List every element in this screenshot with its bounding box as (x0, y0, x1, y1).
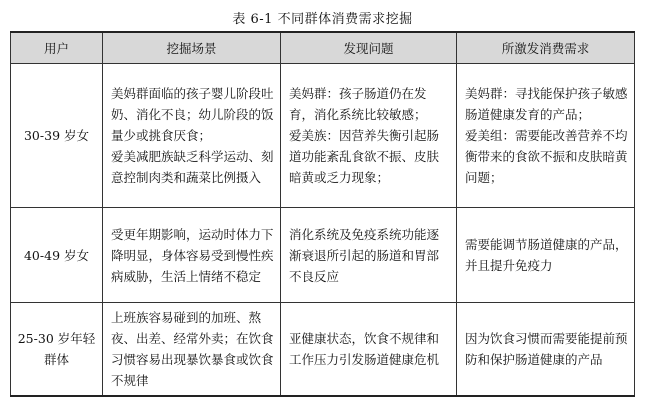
table-row (11, 64, 635, 208)
demand-cell (457, 64, 635, 208)
consumer-demand-table (10, 31, 635, 397)
table-caption: 表 6-1 不同群体消费需求挖掘 (232, 12, 413, 27)
problem-cell (281, 208, 457, 303)
user-cell: 40-49 岁女 (11, 208, 103, 303)
header-user: 用户 (11, 32, 103, 64)
scene-cell (103, 303, 281, 397)
user-cell: 25-30 岁年轻群体 (11, 303, 103, 397)
header-scene: 挖掘场景 (103, 32, 281, 64)
problem-cell (281, 64, 457, 208)
table-header-row (11, 32, 635, 64)
scene-cell (103, 208, 281, 303)
problem-cell (281, 303, 457, 397)
scene-text: 受更年期影响，运动时体力下降明显，身体容易受到慢性疾病威胁，生活上情绪不稳定 (111, 226, 274, 284)
header-problem: 发现问题 (281, 32, 457, 64)
scene-text: 上班族容易碰到的加班、熬夜、出差、经常外卖；在饮食习惯容易出现暴饮暴食或饮食不规律 (111, 310, 274, 388)
scene-cell (103, 64, 281, 208)
problem-text: 亚健康状态，饮食不规律和工作压力引发肠道健康危机 (289, 331, 440, 367)
table-row (11, 303, 635, 397)
demand-cell (457, 303, 635, 397)
user-cell: 30-39 岁女 (11, 64, 103, 208)
demand-text: 因为饮食习惯而需要能提前预防和保护肠道健康的产品 (465, 331, 628, 367)
demand-text: 美妈群：寻找能保护孩子敏感肠道健康发育的产品； 爱美组：需要能改善营养不均衡带来的食欲不振和皮肤暗黄问题； (465, 86, 628, 185)
scene-text: 美妈群面临的孩子婴儿阶段吐奶、消化不良；幼儿阶段的饭量少或挑食厌食； 爱美减肥族缺乏科学运动、刻意控制肉类和蔬菜比例摄入 (111, 86, 274, 185)
demand-cell (457, 208, 635, 303)
problem-text: 消化系统及免疫系统功能逐渐衰退所引起的肠道和胃部不良反应 (289, 226, 440, 284)
problem-text: 美妈群：孩子肠道仍在发育，消化系统比较敏感； 爱美族：因营养失衡引起肠道功能紊乱食欲不振、皮肤暗黄或乏力现象； (289, 86, 440, 185)
demand-text: 需要能调节肠道健康的产品，并且提升免疫力 (465, 237, 628, 273)
header-demand: 所激发消费需求 (457, 32, 635, 64)
table-row (11, 208, 635, 303)
